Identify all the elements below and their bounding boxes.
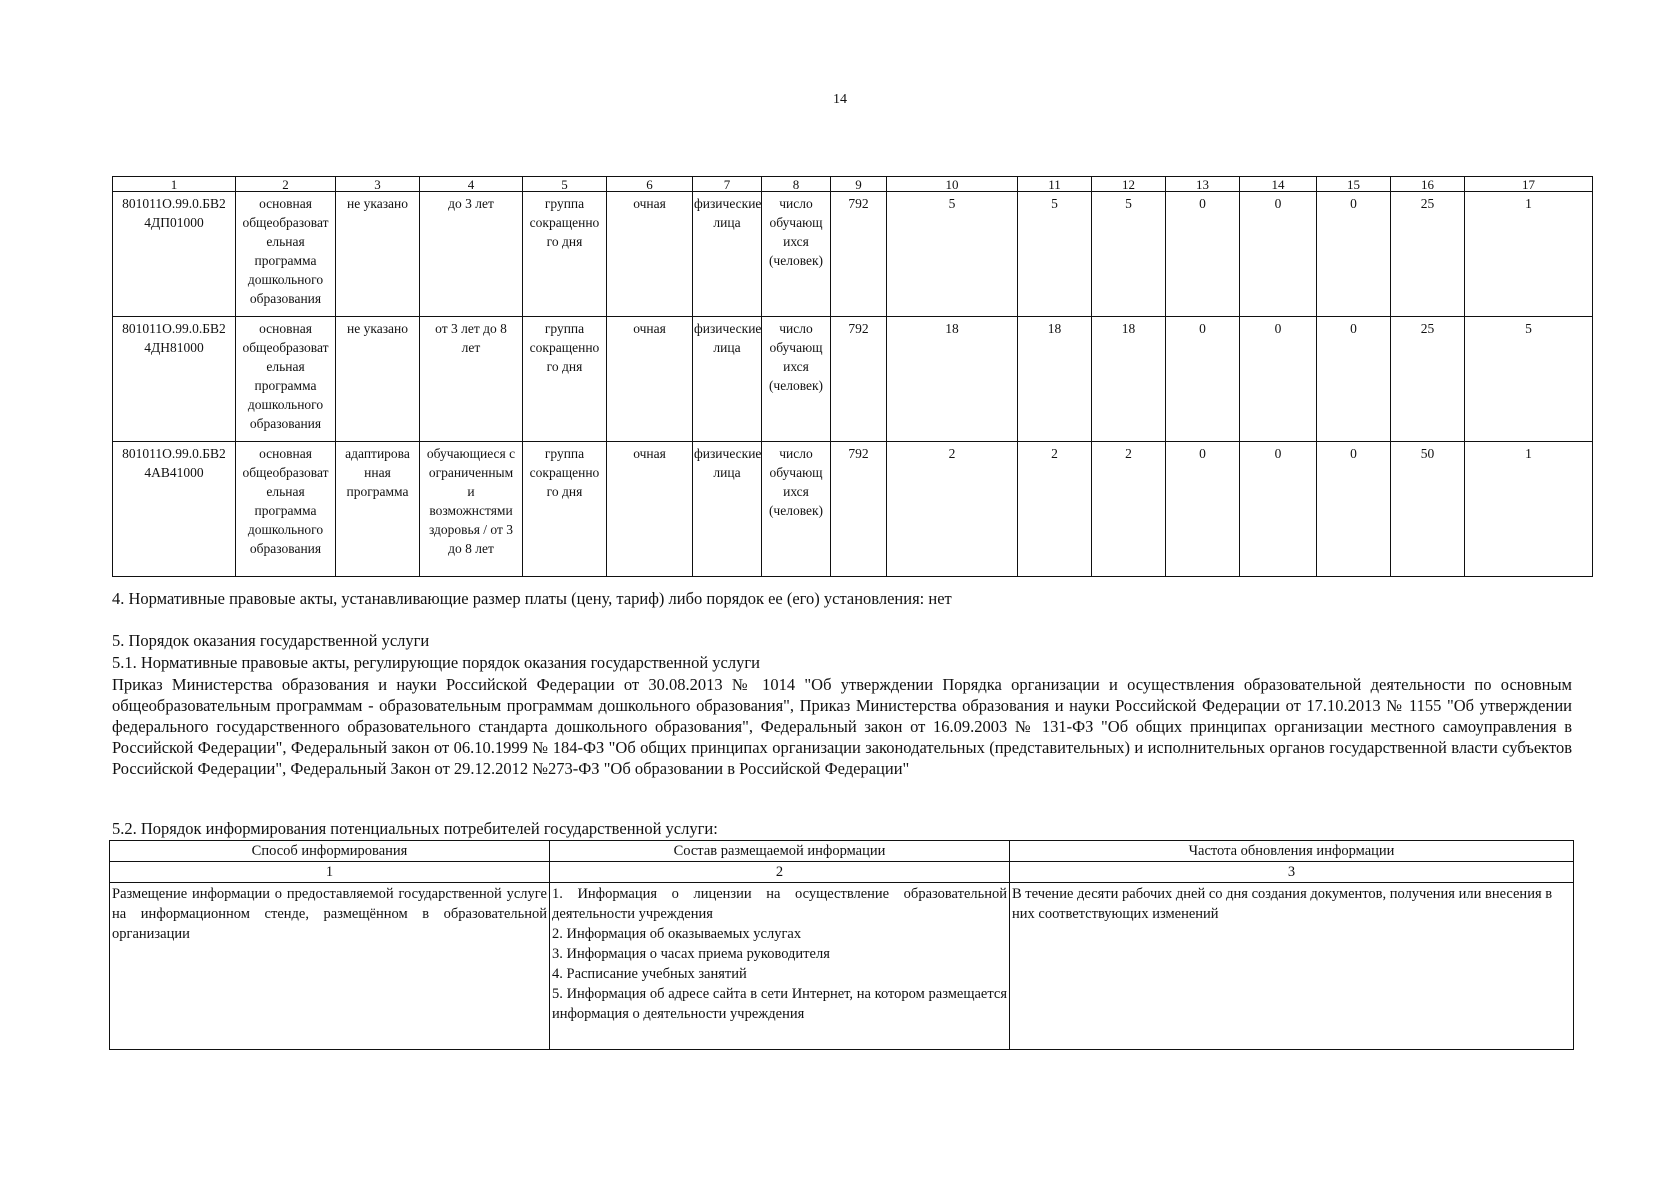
cell-text: 5 (1125, 196, 1132, 211)
column-number: 7 (693, 177, 762, 192)
column-number: 3 (1010, 862, 1574, 883)
table-cell (1240, 192, 1317, 317)
table-cell (1465, 442, 1593, 577)
cell-text: (человек) (768, 503, 824, 518)
column-number: 15 (1317, 177, 1391, 192)
section-5-2-title: 5.2. Порядок информирования потенциальных потребителей государственной услуги: (112, 819, 718, 838)
cell-text: программа (254, 503, 317, 518)
cell-text: дошкольного (247, 272, 324, 287)
table-cell (336, 192, 420, 317)
table-cell (607, 442, 693, 577)
table-cell (831, 442, 887, 577)
cell-text: 801011О.99.0.БВ2 (122, 196, 226, 211)
indicators-table (112, 176, 1593, 577)
cell-text: и (467, 484, 475, 499)
table-cell (1018, 442, 1092, 577)
column-number: 12 (1092, 177, 1166, 192)
indicators-row (113, 317, 1593, 442)
method-cell: Размещение информации о предоставляемой государственной услуге на информационном стенде, размещённом в образовательной организации (110, 883, 550, 1050)
cell-text: физические (694, 196, 762, 211)
table-cell (523, 317, 607, 442)
cell-text: лет (461, 340, 481, 355)
table-cell (1465, 317, 1593, 442)
column-number: 13 (1166, 177, 1240, 192)
table-cell (887, 192, 1018, 317)
column-number: 1 (110, 862, 550, 883)
cell-text: 0 (1274, 196, 1282, 211)
table-cell (336, 317, 420, 442)
table-cell (1317, 317, 1391, 442)
table-cell (1317, 442, 1391, 577)
column-number: 17 (1465, 177, 1593, 192)
header-content: Состав размещаемой информации (550, 841, 1010, 862)
registry-code-cell (113, 317, 236, 442)
table-cell (831, 317, 887, 442)
table-cell (420, 442, 523, 577)
cell-text: число (779, 446, 813, 461)
cell-text: программа (346, 484, 409, 499)
cell-text: ихся (783, 234, 809, 249)
cell-text: 0 (1350, 196, 1357, 211)
cell-text: 2 (948, 446, 956, 461)
cell-text: до 8 лет (448, 541, 494, 556)
table-cell (762, 442, 831, 577)
table-cell (236, 442, 336, 577)
cell-text: 50 (1420, 446, 1435, 461)
table-cell (887, 442, 1018, 577)
column-number: 8 (762, 177, 831, 192)
cell-text: 5 (1051, 196, 1058, 211)
cell-text: 1 (1525, 446, 1532, 461)
cell-text: очная (633, 446, 666, 461)
cell-text: адаптирова (345, 446, 410, 461)
cell-text: обучающ (769, 465, 823, 480)
cell-text: образования (249, 291, 322, 306)
column-number: 10 (887, 177, 1018, 192)
table-cell (1018, 317, 1092, 442)
cell-text: до 3 лет (448, 196, 494, 211)
table-cell (236, 317, 336, 442)
cell-text: 0 (1199, 321, 1206, 336)
cell-text: ельная (266, 484, 305, 499)
cell-text: основная (259, 196, 312, 211)
cell-text: 18 (945, 321, 959, 336)
table-cell (1240, 317, 1317, 442)
cell-text: 0 (1350, 446, 1357, 461)
column-number: 6 (607, 177, 693, 192)
cell-text: ихся (783, 484, 809, 499)
cell-text: 1 (1525, 196, 1532, 211)
cell-text: общеобразоват (242, 465, 329, 480)
table-cell (607, 192, 693, 317)
cell-text: физические (694, 321, 762, 336)
column-number: 3 (336, 177, 420, 192)
information-table-header-row (110, 841, 1574, 862)
table-cell (523, 442, 607, 577)
cell-text: лица (713, 340, 741, 355)
cell-text: 792 (848, 321, 869, 336)
table-cell (762, 317, 831, 442)
column-number: 2 (550, 862, 1010, 883)
cell-text: основная (259, 321, 312, 336)
table-cell (607, 317, 693, 442)
cell-text: основная (259, 446, 312, 461)
table-cell (1391, 317, 1465, 442)
indicators-row (113, 442, 1593, 577)
cell-text: 25 (1420, 196, 1435, 211)
cell-text: лица (713, 465, 741, 480)
table-cell (1092, 442, 1166, 577)
cell-text: число (779, 321, 813, 336)
cell-text: возможнстями (429, 503, 513, 518)
cell-text: очная (633, 321, 666, 336)
cell-text: нная (364, 465, 391, 480)
cell-text: 2 (1051, 446, 1058, 461)
cell-text: общеобразоват (242, 340, 329, 355)
cell-text: группа (544, 196, 585, 211)
cell-text: обучающиеся с (426, 446, 516, 461)
section-4-text: 4. Нормативные правовые акты, устанавливающие размер платы (цену, тариф) либо порядок ее (его) установления: нет (112, 589, 952, 608)
section-5-1-text: Приказ Министерства образования и науки Российской Федерации от 30.08.2013 № 1014 "Об утверждении Порядка организации и осуществления образовательной деятельности по основным общеобразовательным программам - образовательным программам дошкольного образования", Приказ Министерства образования и науки Российской Федерации от 17.10.2013 № 1155 "Об утверждении федерального государственного образовательного стандарта дошкольного образования", Федеральный закон от 16.09.2003 № 131-ФЗ "Об общих принципах организации местного самоуправления в Российской Федерации", Федеральный закон от 06.10.1999 № 184-ФЗ "Об общих принципах организации законодательных (представительных) и исполнительных органов государственной власти субъектов Российской Федерации", Федеральный Закон от 29.12.2012 №273-ФЗ "Об образовании в Российской Федерации" (112, 675, 1572, 778)
column-number: 5 (523, 177, 607, 192)
cell-text: ельная (266, 234, 305, 249)
table-cell (420, 317, 523, 442)
column-number: 2 (236, 177, 336, 192)
cell-text: 0 (1274, 446, 1282, 461)
table-cell (236, 192, 336, 317)
cell-text: 0 (1199, 196, 1206, 211)
cell-text: не указано (347, 321, 408, 336)
column-number: 1 (113, 177, 236, 192)
table-cell (693, 442, 762, 577)
table-cell (693, 192, 762, 317)
cell-text: го дня (546, 234, 583, 249)
cell-text: 2 (1125, 446, 1132, 461)
column-number: 9 (831, 177, 887, 192)
cell-text: дошкольного (247, 397, 324, 412)
cell-text: 4АВ41000 (144, 465, 204, 480)
cell-text: число (779, 196, 813, 211)
header-frequency: Частота обновления информации (1010, 841, 1574, 862)
cell-text: не указано (347, 196, 408, 211)
cell-text: 18 (1047, 321, 1062, 336)
column-number: 16 (1391, 177, 1465, 192)
cell-text: дошкольного (247, 522, 324, 537)
table-cell (1391, 442, 1465, 577)
table-cell (887, 317, 1018, 442)
cell-text: ихся (783, 359, 809, 374)
cell-text: образования (249, 541, 322, 556)
cell-text: 792 (848, 196, 869, 211)
header-method: Способ информирования (110, 841, 550, 862)
table-cell (1092, 192, 1166, 317)
cell-text: го дня (546, 359, 583, 374)
table-cell (1391, 192, 1465, 317)
cell-text: 0 (1274, 321, 1282, 336)
cell-text: 801011О.99.0.БВ2 (122, 446, 226, 461)
cell-text: (человек) (768, 378, 824, 393)
cell-text: очная (633, 196, 666, 211)
registry-code-cell (113, 192, 236, 317)
content-cell (550, 883, 1010, 1050)
table-cell (1317, 192, 1391, 317)
cell-text: обучающ (769, 215, 823, 230)
information-table-number-row (110, 862, 1574, 883)
content-line: 3. Информация о часах приема руководителя (552, 946, 830, 962)
cell-text: ограниченным (428, 465, 514, 480)
section-5-title: 5. Порядок оказания государственной услуги (112, 631, 430, 650)
cell-text: программа (254, 253, 317, 268)
cell-text: программа (254, 378, 317, 393)
cell-text: 5 (948, 196, 956, 211)
table-cell (693, 317, 762, 442)
table-cell (523, 192, 607, 317)
content-line: 2. Информация об оказываемых услугах (552, 926, 802, 942)
table-cell (831, 192, 887, 317)
cell-text: лица (713, 215, 741, 230)
cell-text: образования (249, 416, 322, 431)
cell-text: 792 (848, 446, 869, 461)
cell-text: 18 (1121, 321, 1136, 336)
table-cell (1166, 317, 1240, 442)
column-number: 4 (420, 177, 523, 192)
table-cell (1166, 192, 1240, 317)
content-line: 5. Информация об адресе сайта в сети Интернет, на котором размещается информация о деятельности учреждения (552, 986, 1007, 1022)
column-number: 11 (1018, 177, 1092, 192)
cell-text: обучающ (769, 340, 823, 355)
table-cell (1240, 442, 1317, 577)
table-cell (336, 442, 420, 577)
cell-text: сокращенно (529, 465, 600, 480)
page-number: 14 (833, 92, 847, 107)
content-line: 1. Информация о лицензии на осуществление образовательной деятельности учреждения (552, 886, 1007, 922)
column-number: 14 (1240, 177, 1317, 192)
cell-text: группа (544, 321, 585, 336)
cell-text: го дня (546, 484, 583, 499)
table-cell (1166, 442, 1240, 577)
cell-text: 0 (1350, 321, 1357, 336)
indicators-header-row (113, 177, 1593, 192)
information-table (109, 840, 1574, 1050)
table-cell (1018, 192, 1092, 317)
frequency-cell: В течение десяти рабочих дней со дня создания документов, получения или внесения в них соответствующих изменений (1010, 883, 1574, 1050)
table-cell (1092, 317, 1166, 442)
section-5-1-title: 5.1. Нормативные правовые акты, регулирующие порядок оказания государственной услуги (112, 653, 760, 672)
cell-text: 4ДП01000 (144, 215, 204, 230)
cell-text: от 3 лет до 8 (435, 321, 507, 336)
cell-text: группа (544, 446, 585, 461)
cell-text: здоровья / от 3 (428, 522, 514, 537)
cell-text: 4ДН81000 (144, 340, 204, 355)
cell-text: 0 (1199, 446, 1206, 461)
cell-text: общеобразоват (242, 215, 329, 230)
cell-text: ельная (266, 359, 305, 374)
cell-text: 5 (1525, 321, 1532, 336)
information-table-row (110, 883, 1574, 1050)
content-line: 4. Расписание учебных занятий (552, 966, 747, 982)
cell-text: сокращенно (529, 215, 600, 230)
registry-code-cell (113, 442, 236, 577)
table-cell (1465, 192, 1593, 317)
cell-text: физические (694, 446, 762, 461)
table-cell (762, 192, 831, 317)
cell-text: 25 (1420, 321, 1435, 336)
cell-text: 801011О.99.0.БВ2 (122, 321, 226, 336)
cell-text: сокращенно (529, 340, 600, 355)
cell-text: (человек) (768, 253, 824, 268)
table-cell (420, 192, 523, 317)
indicators-row (113, 192, 1593, 317)
